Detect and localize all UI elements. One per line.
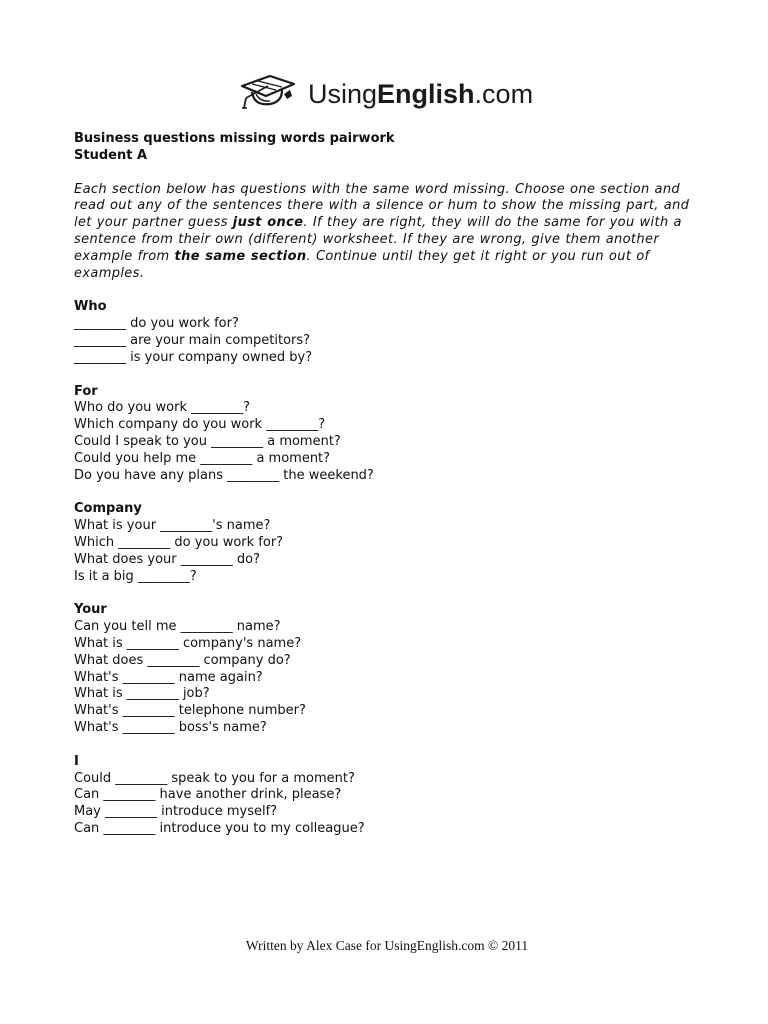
question-line: What does your ________ do? xyxy=(74,551,260,567)
question-line: Could I speak to you ________ a moment? xyxy=(74,433,341,449)
question-line: What is your ________'s name? xyxy=(74,518,271,534)
logo-wordmark xyxy=(308,79,533,110)
question-line: Is it a big ________? xyxy=(74,568,197,584)
section-company xyxy=(74,501,704,585)
question-line: Do you have any plans ________ the weekend? xyxy=(74,467,374,483)
instructions-part-2: . If they are right, they will do the same for you with a sentence from their own (different) worksheet. If they are wrong, give them another example from xyxy=(74,215,682,264)
section-i xyxy=(74,754,704,838)
logo-bold: English xyxy=(377,78,475,109)
question-line: Which company do you work ________? xyxy=(74,417,326,433)
worksheet-title: Business questions missing words pairwork xyxy=(74,131,395,146)
question-line: What's ________ boss's name? xyxy=(74,719,267,735)
question-line: Can ________ have another drink, please? xyxy=(74,787,342,803)
question-line: What's ________ name again? xyxy=(74,669,263,685)
site-logo xyxy=(236,68,533,116)
logo-suffix: .com xyxy=(474,78,534,109)
section-heading: Company xyxy=(74,501,142,517)
instructions-paragraph xyxy=(74,182,704,283)
section-heading: Who xyxy=(74,299,107,315)
question-line: Could you help me ________ a moment? xyxy=(74,450,331,466)
section-heading: Your xyxy=(74,602,107,618)
section-heading: For xyxy=(74,383,98,399)
question-line: Which ________ do you work for? xyxy=(74,534,284,550)
question-line: Could ________ speak to you for a moment? xyxy=(74,770,355,786)
instructions-emphasis-2: the same section xyxy=(174,248,307,264)
question-line: Can ________ introduce you to my colleague? xyxy=(74,820,365,836)
question-line: What is ________ company's name? xyxy=(74,635,302,651)
question-line: What is ________ job? xyxy=(74,686,210,702)
question-line: ________ are your main competitors? xyxy=(74,332,311,348)
question-line: May ________ introduce myself? xyxy=(74,804,278,820)
question-line: What's ________ telephone number? xyxy=(74,703,306,719)
section-who xyxy=(74,299,704,366)
question-line: Who do you work ________? xyxy=(74,400,251,416)
worksheet-content xyxy=(74,131,704,838)
instructions-emphasis-1: just once xyxy=(232,215,304,231)
question-line: What does ________ company do? xyxy=(74,652,291,668)
footer-credit: Written by Alex Case for UsingEnglish.com © 2011 xyxy=(245,938,529,953)
logo-prefix: Using xyxy=(308,78,378,109)
section-heading: I xyxy=(74,753,79,769)
worksheet-subtitle: Student A xyxy=(74,147,148,163)
question-line: Can you tell me ________ name? xyxy=(74,619,281,635)
section-for xyxy=(74,384,704,485)
question-line: ________ is your company owned by? xyxy=(74,349,313,365)
instructions-part-3: . Continue until they get it right or you run out of examples. xyxy=(74,248,650,281)
section-your xyxy=(74,602,704,736)
question-line: ________ do you work for? xyxy=(74,316,239,332)
graduation-cap-icon xyxy=(236,68,300,116)
instructions-part-1: Each section below has questions with the same word missing. Choose one section and read out any of the sentences there with a silence or hum to show the missing part, and let your partner guess xyxy=(74,181,690,231)
